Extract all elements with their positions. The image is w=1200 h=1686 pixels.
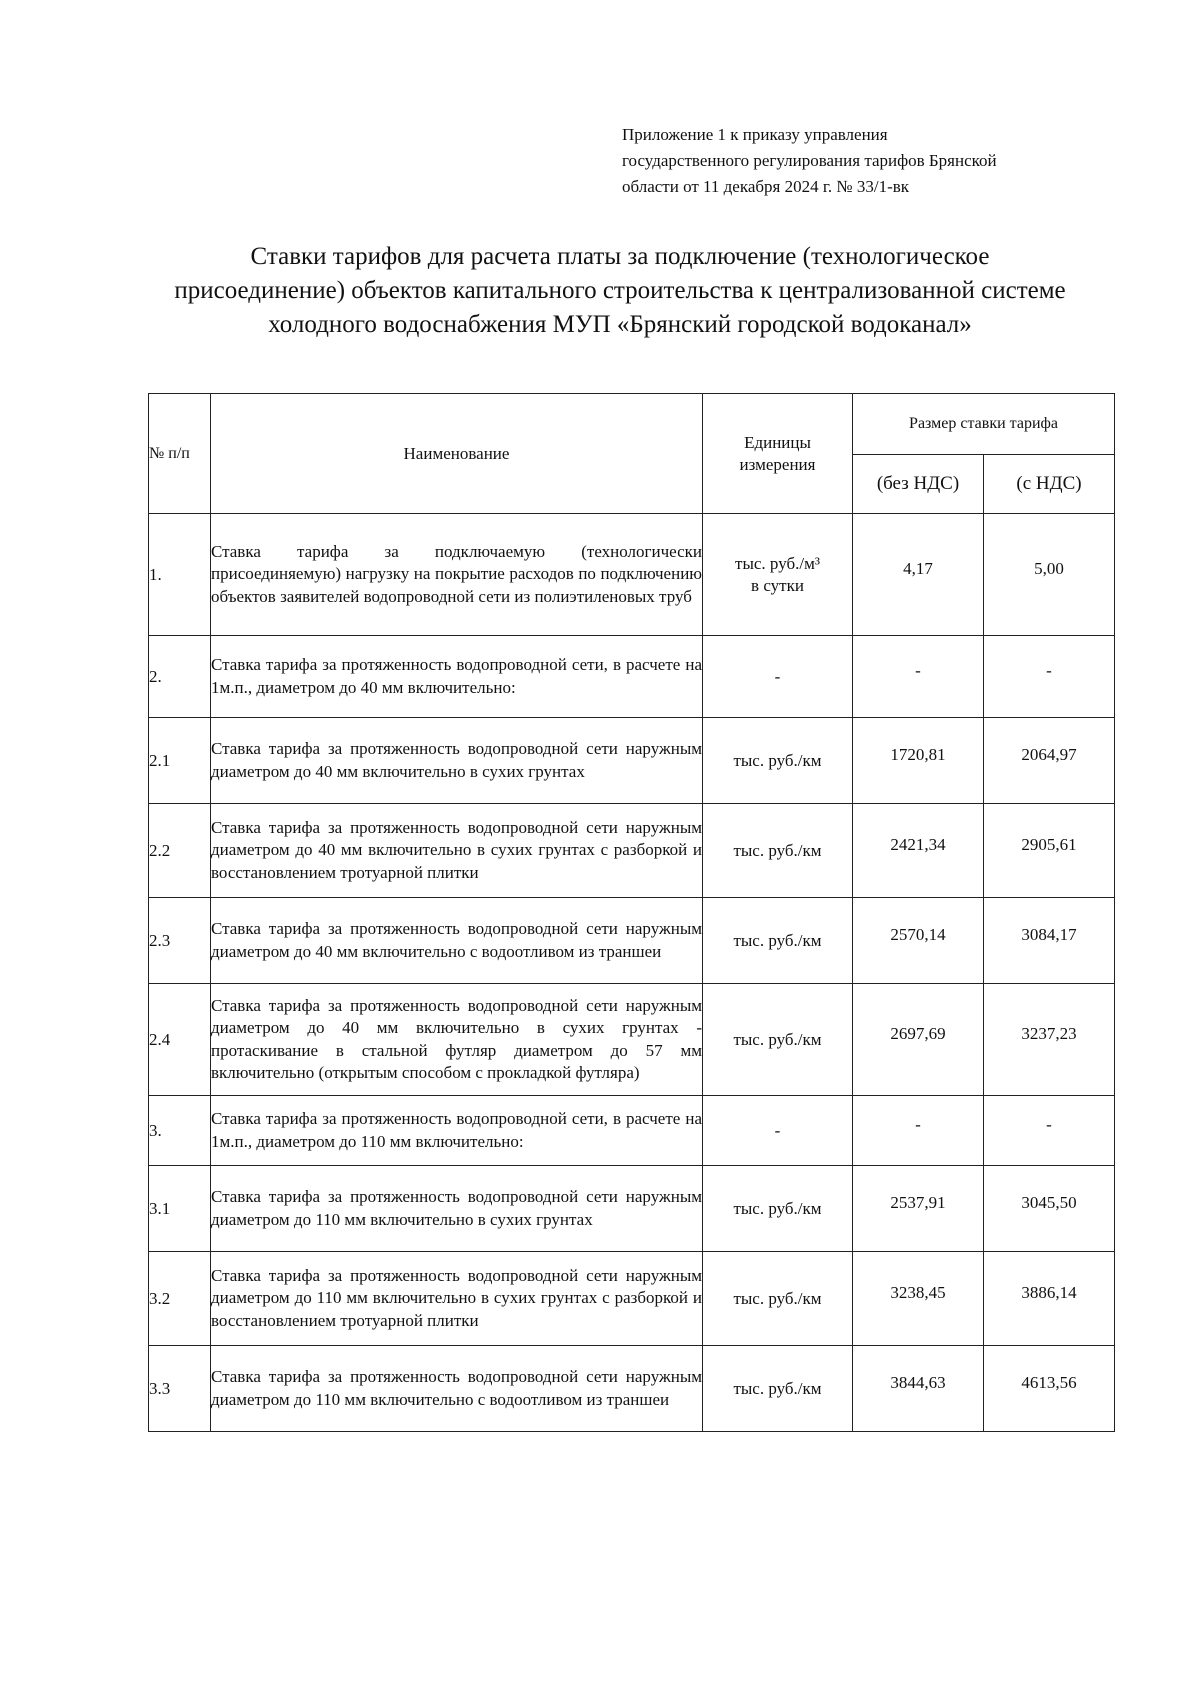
value-text: 3238,45 (890, 1282, 946, 1302)
value-text: 3084,17 (1021, 924, 1077, 944)
row-unit (703, 898, 853, 984)
row-name: Ставка тарифа за протяженность водопроводной сети наружным диаметром до 40 мм включительно в сухих грунтах (211, 718, 703, 804)
header-unit-line: Единицы (744, 432, 811, 452)
row-value-without-vat (853, 1096, 984, 1166)
row-unit-line: тыс. руб./км (733, 750, 822, 770)
value-text: 1720,81 (890, 744, 946, 764)
row-unit (703, 1166, 853, 1252)
header-with-vat: (с НДС) (984, 455, 1115, 514)
value-text: - (915, 1114, 921, 1134)
value-text: 5,00 (1034, 558, 1064, 578)
row-unit (703, 804, 853, 898)
document-title (130, 240, 1110, 342)
row-number: 2.4 (149, 984, 211, 1096)
value-text: 4613,56 (1021, 1372, 1077, 1392)
row-unit (703, 514, 853, 636)
appendix-line: Приложение 1 к приказу управления (622, 125, 888, 144)
row-value-without-vat (853, 636, 984, 718)
value-text: - (915, 660, 921, 680)
row-unit-line: тыс. руб./км (733, 1288, 822, 1308)
row-unit (703, 718, 853, 804)
row-unit (703, 1346, 853, 1432)
row-name: Ставка тарифа за протяженность водопроводной сети наружным диаметром до 40 мм включительно с водоотливом из траншеи (211, 898, 703, 984)
row-name: Ставка тарифа за протяженность водопроводной сети, в расчете на 1м.п., диаметром до 40 мм включительно: (211, 636, 703, 718)
row-unit-line: - (774, 1120, 781, 1140)
appendix-line: области от 11 декабря 2024 г. № 33/1-вк (622, 177, 910, 196)
row-unit-line: тыс. руб./км (733, 1198, 822, 1218)
value-text: - (1046, 1114, 1052, 1134)
value-text: 2537,91 (890, 1192, 946, 1212)
row-unit-line: тыс. руб./км (733, 1378, 822, 1398)
row-name: Ставка тарифа за протяженность водопроводной сети наружным диаметром до 110 мм включительно в сухих грунтах с разборкой и восстановлением тротуарной плитки (211, 1252, 703, 1346)
row-number: 2. (149, 636, 211, 718)
row-unit-line: тыс. руб./км (733, 1029, 822, 1049)
row-name: Ставка тарифа за протяженность водопроводной сети наружным диаметром до 110 мм включительно с водоотливом из траншеи (211, 1346, 703, 1432)
row-value-without-vat (853, 514, 984, 636)
row-value-without-vat (853, 804, 984, 898)
row-number: 2.2 (149, 804, 211, 898)
appendix-reference (622, 122, 1092, 200)
value-text: - (1046, 660, 1052, 680)
row-value-with-vat (984, 898, 1115, 984)
row-name: Ставка тарифа за протяженность водопроводной сети наружным диаметром до 40 мм включительно в сухих грунтах - протаскивание в стальной футляр диаметром до 57 мм включительно (открытым способом с прокладкой футляра) (211, 984, 703, 1096)
row-name: Ставка тарифа за подключаемую (технологически присоединяемую) нагрузку на покрытие расходов по подключению объектов заявителей водопроводной сети из полиэтиленовых труб (211, 514, 703, 636)
row-number: 3.3 (149, 1346, 211, 1432)
table-row (149, 804, 1115, 898)
row-name: Ставка тарифа за протяженность водопроводной сети наружным диаметром до 110 мм включительно в сухих грунтах (211, 1166, 703, 1252)
title-line: холодного водоснабжения МУП «Брянский городской водоканал» (268, 311, 972, 338)
row-value-with-vat (984, 1166, 1115, 1252)
value-text: 2421,34 (890, 834, 946, 854)
row-unit-line: тыс. руб./м³ (735, 553, 820, 573)
row-name: Ставка тарифа за протяженность водопроводной сети наружным диаметром до 40 мм включительно в сухих грунтах с разборкой и восстановлением тротуарной плитки (211, 804, 703, 898)
row-value-without-vat (853, 984, 984, 1096)
row-unit-line: тыс. руб./км (733, 840, 822, 860)
value-text: 2064,97 (1021, 744, 1077, 764)
row-value-with-vat (984, 1346, 1115, 1432)
row-unit-line: в сутки (751, 575, 804, 595)
value-text: 2905,61 (1021, 834, 1077, 854)
row-value-without-vat (853, 1252, 984, 1346)
row-value-with-vat (984, 1096, 1115, 1166)
row-unit (703, 1252, 853, 1346)
row-value-with-vat (984, 1252, 1115, 1346)
row-name: Ставка тарифа за протяженность водопроводной сети, в расчете на 1м.п., диаметром до 110 мм включительно: (211, 1096, 703, 1166)
row-value-with-vat (984, 718, 1115, 804)
header-rate: Размер ставки тарифа (853, 394, 1115, 455)
header-name: Наименование (211, 394, 703, 514)
title-line: присоединение) объектов капитального строительства к централизованной системе (174, 277, 1066, 304)
row-number: 1. (149, 514, 211, 636)
value-text: 3045,50 (1021, 1192, 1077, 1212)
header-num: № п/п (149, 394, 211, 514)
tariff-table (148, 393, 1115, 1432)
row-value-with-vat (984, 514, 1115, 636)
table-row (149, 636, 1115, 718)
row-unit-line: тыс. руб./км (733, 930, 822, 950)
row-value-without-vat (853, 718, 984, 804)
row-value-without-vat (853, 1166, 984, 1252)
row-unit (703, 636, 853, 718)
table-row (149, 1096, 1115, 1166)
row-number: 3. (149, 1096, 211, 1166)
row-value-with-vat (984, 636, 1115, 718)
table-row (149, 514, 1115, 636)
value-text: 2570,14 (890, 924, 946, 944)
value-text: 3844,63 (890, 1372, 946, 1392)
row-value-without-vat (853, 1346, 984, 1432)
value-text: 3237,23 (1021, 1023, 1077, 1043)
row-value-without-vat (853, 898, 984, 984)
row-number: 2.3 (149, 898, 211, 984)
table-row (149, 984, 1115, 1096)
value-text: 4,17 (903, 558, 933, 578)
tariff-table-body (149, 514, 1115, 1432)
title-line: Ставки тарифов для расчета платы за подключение (технологическое (250, 243, 990, 270)
header-unit (703, 394, 853, 514)
value-text: 2697,69 (890, 1023, 946, 1043)
header-without-vat: (без НДС) (853, 455, 984, 514)
header-unit-line: измерения (739, 454, 816, 474)
table-row (149, 1252, 1115, 1346)
row-value-with-vat (984, 804, 1115, 898)
row-unit (703, 984, 853, 1096)
row-number: 2.1 (149, 718, 211, 804)
row-value-with-vat (984, 984, 1115, 1096)
table-row (149, 1166, 1115, 1252)
row-number: 3.1 (149, 1166, 211, 1252)
row-unit-line: - (774, 666, 781, 686)
value-text: 3886,14 (1021, 1282, 1077, 1302)
table-row (149, 1346, 1115, 1432)
row-number: 3.2 (149, 1252, 211, 1346)
appendix-line: государственного регулирования тарифов Брянской (622, 151, 997, 170)
table-row (149, 718, 1115, 804)
row-unit (703, 1096, 853, 1166)
table-row (149, 898, 1115, 984)
